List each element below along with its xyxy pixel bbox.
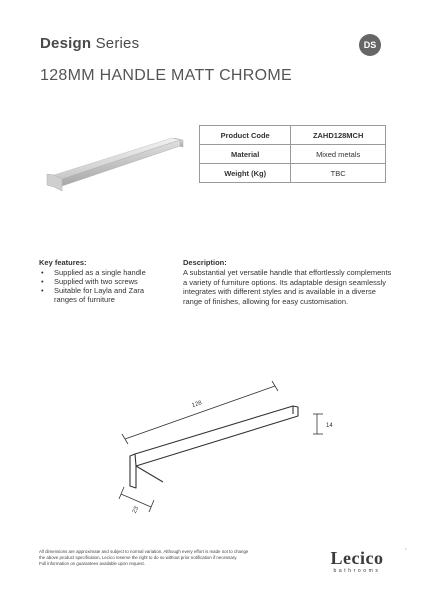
series-heading (40, 35, 139, 52)
lecico-logo (322, 549, 392, 574)
handle-product-image (42, 130, 192, 205)
disclaimer-line: All dimensions are approximate and subject to normal variation. Although every effort is made not to change (39, 549, 249, 554)
description-heading: Description: (183, 258, 227, 267)
series-name-bold: Design (40, 35, 92, 52)
dimension-drawing (110, 370, 350, 530)
logo-subtitle: bathrooms (333, 568, 381, 574)
feature-item: • Suitable for Layla and Zara ranges of furniture (39, 286, 169, 304)
spec-table (199, 125, 386, 183)
spec-value: TBC (291, 164, 386, 183)
disclaimer-line: the above product specification, Lecico reserve the right to do so without prior notification if necessary. (39, 555, 238, 560)
spec-row (200, 126, 386, 145)
key-features-heading: Key features: (39, 258, 87, 267)
disclaimer-line: Full information on guarantees available upon request. (39, 561, 145, 566)
spec-label: Material (200, 145, 291, 164)
logo-word: Lecico (330, 548, 384, 568)
length-dimension-label: 128 (191, 400, 203, 410)
height-dimension-label: 14 (326, 423, 333, 429)
spec-label: Weight (Kg) (200, 164, 291, 183)
feature-item: • Supplied with two screws (39, 277, 169, 286)
feature-item: • Supplied as a single handle (39, 268, 169, 277)
description-text: A substantial yet versatile handle that effortlessly complements a variety of furniture options. Its adaptable design seamlessly integrates with different styles and is available in a diverse range of finishes, allowing for easy customisation. (183, 268, 392, 306)
description-section (183, 258, 393, 306)
key-features (39, 258, 169, 304)
page-title: 128MM HANDLE MATT CHROME (40, 67, 292, 84)
ds-badge-icon: DS (359, 34, 381, 56)
spec-row (200, 164, 386, 183)
spec-label: Product Code (200, 126, 291, 145)
spec-value: ZAHD128MCH (291, 126, 386, 145)
disclaimer (39, 549, 314, 567)
spec-row (200, 145, 386, 164)
features-list (39, 268, 169, 304)
depth-dimension-label: 23 (131, 505, 141, 515)
series-name-rest: Series (91, 35, 140, 52)
corner-mark: • (405, 546, 407, 551)
spec-value: Mixed metals (291, 145, 386, 164)
